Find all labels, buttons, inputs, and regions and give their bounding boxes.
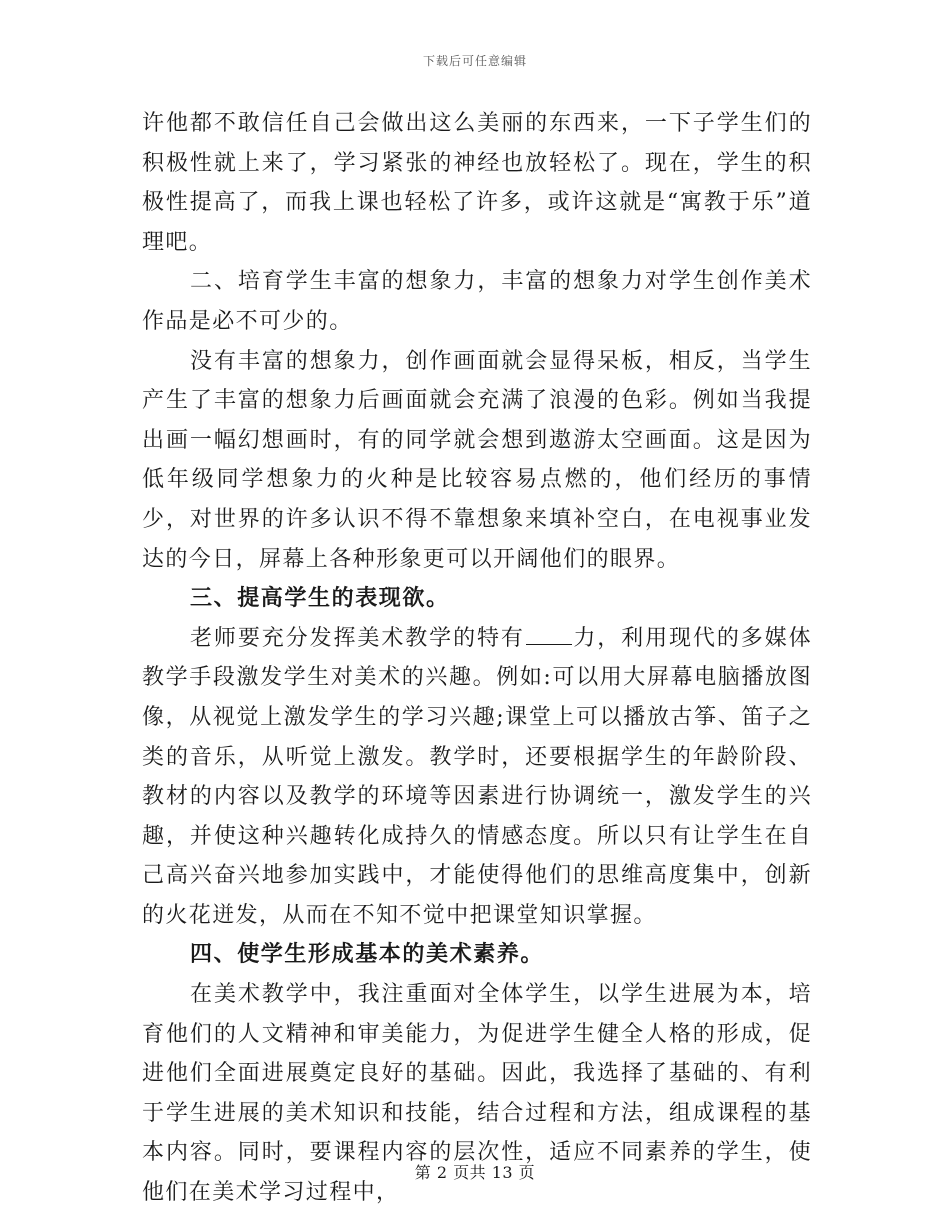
paragraph-continuation: 许他都不敢信任自己会做出这么美丽的东西来，一下子学生们的积极性就上来了，学习紧张的神经也放轻松了。现在，学生的积极性提高了，而我上课也轻松了许多，或许这就是“寓教于乐”道理吧。: [142, 111, 812, 255]
paragraph-art-literacy: 在美术教学中，我注重面对全体学生，以学生进展为本，培育他们的人文精神和审美能力，为促进学生健全人格的形成，促进他们全面进展奠定良好的基础。因此，我选择了基础的、有利于学生进展的美术知识和技能，结合过程和方法，组成课程的基本内容。同时，要课程内容的层次性，适应不同素养的学生，使他们在美术学习过程中，: [142, 982, 812, 1206]
section-heading-three: 三、提高学生的表现欲。: [190, 586, 450, 612]
paragraph-teacher-rest: 力，利用现代的多媒体教学手段激发学生对美术的兴趣。例如:可以用大屏幕电脑播放图像，从视觉上激发学生的学习兴趣;课堂上可以播放古筝、笛子之类的音乐，从听觉上激发。教学时，还要根据学生的年龄阶段、教材的内容以及教学的环境等因素进行协调统一，激发学生的兴趣，并使这种兴趣转化成持久的情感态度。所以只有让学生在自己高兴奋兴地参加实践中，才能使得他们的思维高度集中，创新的火花迸发，从而在不知不觉中把课堂知识掌握。: [142, 625, 812, 928]
paragraph-teacher: [142, 619, 812, 936]
fill-in-blank: [526, 622, 572, 645]
paragraph-imagination: 没有丰富的想象力，创作画面就会显得呆板，相反，当学生产生了丰富的想象力后画面就会充满了浪漫的色彩。例如当我提出画一幅幻想画时，有的同学就会想到遨游太空画面。这是因为低年级同学想象力的火种是比较容易点燃的，他们经历的事情少，对世界的许多认识不得不靠想象来填补空白，在电视事业发达的今日，屏幕上各种形象更可以开阔他们的眼界。: [142, 348, 812, 572]
paragraph-teacher-start: 老师要充分发挥美术教学的特有: [190, 625, 525, 651]
section-heading-four: 四、使学生形成基本的美术素养。: [190, 942, 545, 968]
paragraph-section-two: 二、培育学生丰富的想象力，丰富的想象力对学生创作美术作品是必不可少的。: [142, 269, 812, 334]
document-body: [142, 104, 812, 1213]
page-number-footer: 第 2 页共 13 页: [414, 1163, 536, 1182]
header-note: 下载后可任意编辑: [422, 54, 527, 68]
